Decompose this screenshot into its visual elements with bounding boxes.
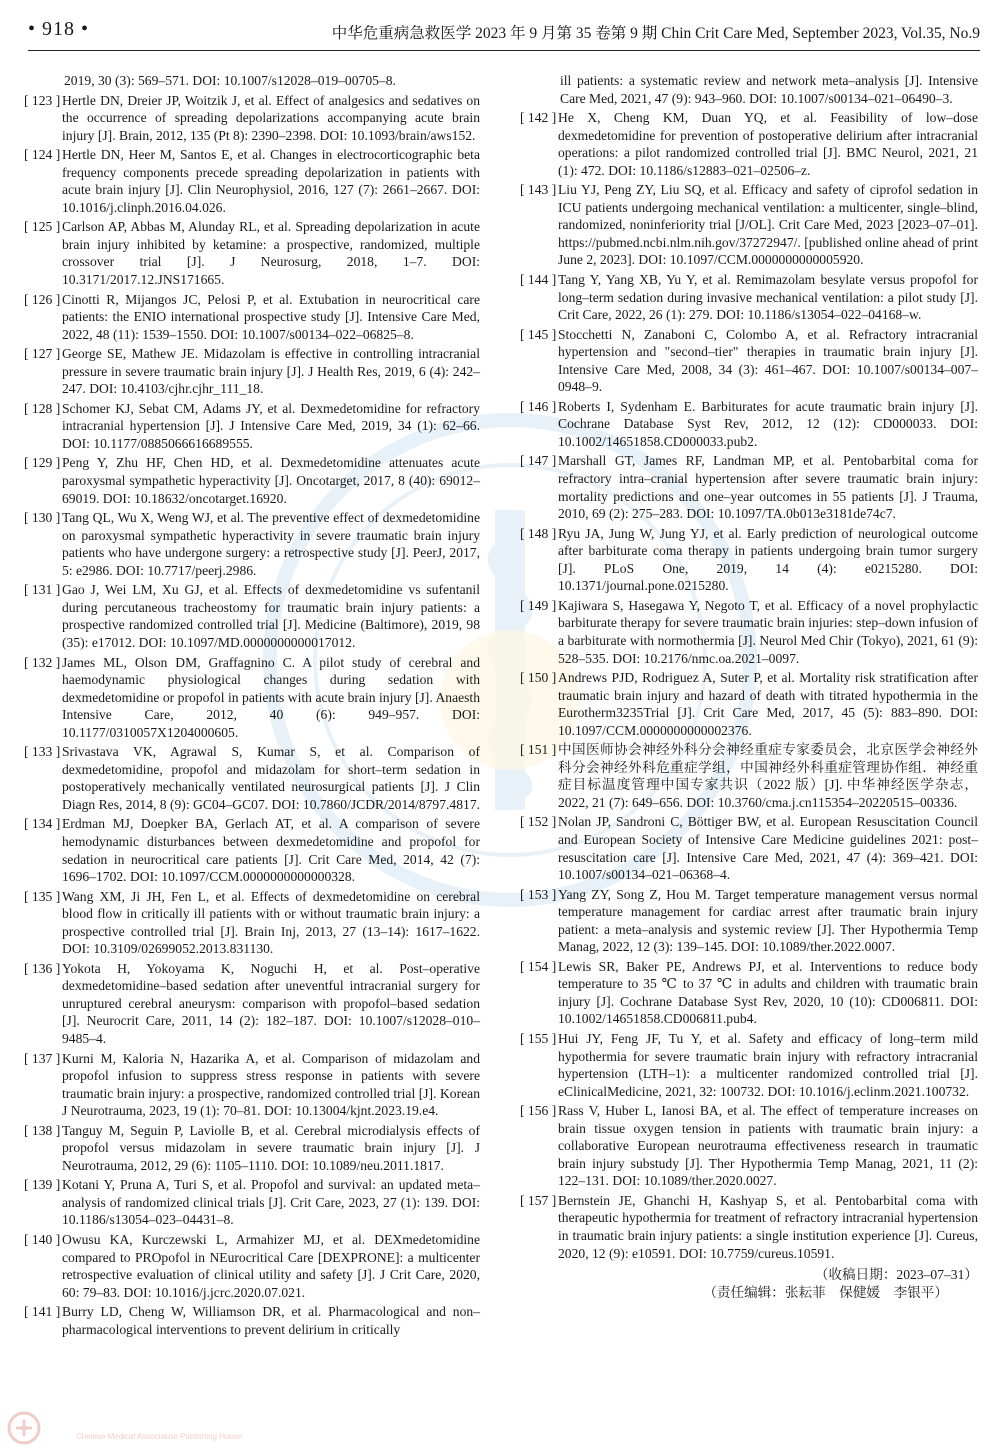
left-column bbox=[24, 72, 480, 1340]
reference-text: Rass V, Huber L, Ianosi BA, et al. The effect of temperature increases on brain tissue oxygen tension in patients with traumatic brain injury: a collaborative European neurotrauma effectiveness research in traumatic brain injury substudy [J]. Ther Hypothermia Temp Manag, 2021, 11 (2): 122–131. DOI: 10.1089/ther.2020.0027. bbox=[558, 1103, 978, 1189]
reference-item bbox=[24, 888, 480, 958]
reference-text: Bernstein JE, Ghanchi H, Kashyap S, et al. Pentobarbital coma with therapeutic hypothermia for treatment of refractory intracranial hypertension in traumatic brain injury patients: a single institution experience [J]. Cureus, 2020, 12 (9): e10591. DOI: 10.7759/cureus.10591. bbox=[558, 1192, 978, 1261]
reference-item bbox=[24, 454, 480, 507]
reference-text: Roberts I, Sydenham E. Barbiturates for acute traumatic brain injury [J]. Cochrane Database Syst Rev, 2012, 12 (12): CD000033. DOI: 10.1002/14651858.CD000033.pub2. bbox=[558, 398, 978, 449]
reference-text: Kajiwara S, Hasegawa Y, Negoto T, et al. Efficacy of a novel prophylactic barbiturate therapy for severe traumatic brain injuries: step–down infusion of a barbiturate with normothermia [J]. Neurol Med Chir (Tokyo), 2021, 61 (9): 528–535. DOI: 10.2176/nmc.oa.2021–0097. bbox=[558, 597, 978, 666]
reference-text: Owusu KA, Kurczewski L, Armahizer MJ, et al. DEXmedetomidine compared to PROpofol in NEurocritical Care [DEXPRONE]: a multicenter retrospective evaluation of clinical utility and safety [J]. J Crit Care, 2020, 60: 79–83. DOI: 10.1016/j.jcrc.2020.07.021. bbox=[62, 1232, 480, 1300]
reference-number: [ 125 ] bbox=[24, 219, 61, 235]
reference-item bbox=[520, 326, 978, 396]
reference-item bbox=[24, 815, 480, 885]
reference-text: Cinotti R, Mijangos JC, Pelosi P, et al. Extubation in neurocritical care patients: the ENIO international prospective study [J]. Intensive Care Med, 2022, 48 (11): 1539–1550. DOI: 10.1007/s00134–022–06825–8. bbox=[62, 291, 480, 342]
reference-text: ill patients: a systematic review and network meta–analysis [J]. Intensive Care Med, 2021, 47 (9): 943–960. DOI: 10.1007/s00134–021–06490–3. bbox=[560, 73, 978, 106]
reference-item bbox=[24, 1122, 480, 1175]
reference-text: Hertle DN, Dreier JP, Woitzik J, et al. Effect of analgesics and sedatives on the occurrence of spreading depolarizations accompanying acute brain injury [J]. Brain, 2012, 135 (Pt 8): 2390–2398. DOI: 10.1093/brain/aws152. bbox=[62, 92, 480, 143]
reference-number: [ 151 ] bbox=[520, 742, 557, 758]
reference-text: He X, Cheng KM, Duan YQ, et al. Feasibility of low–dose dexmedetomidine for prevention of postoperative delirium after intracranial operations: a pilot randomized controlled trial [J]. BMC Neurol, 2021, 21 (1): 472. DOI: 10.1186/s12883–021–02506–z. bbox=[558, 110, 978, 178]
reference-text: Kotani Y, Pruna A, Turi S, et al. Propofol and survival: an updated meta–analysis of randomized clinical trials [J]. Crit Care, 2023, 27 (1): 139. DOI: 10.1186/s13054–023–04431–8. bbox=[62, 1177, 480, 1228]
reference-item bbox=[24, 146, 480, 216]
reference-item bbox=[24, 960, 480, 1048]
reference-text: 中国医师协会神经外科分会神经重症专家委员会，北京医学会神经外科分会神经外科危重症学组，中国神经外科重症管理协作组．神经重症目标温度管理中国专家共识（2022 版）[J]. 中华神经医学杂志，2022, 21 (7): 649–656. DOI: 10.3760/cma.j.cn115354–20220515–00336. bbox=[558, 742, 978, 810]
reference-item bbox=[520, 741, 978, 811]
page-header bbox=[0, 0, 1000, 52]
reference-number: [ 129 ] bbox=[24, 455, 61, 471]
reference-number: [ 128 ] bbox=[24, 400, 61, 416]
reference-number: [ 133 ] bbox=[24, 744, 61, 760]
reference-text: Nolan JP, Sandroni C, Böttiger BW, et al. European Resuscitation Council and European Society of Intensive Care Medicine guidelines 2021: post–resuscitation care [J]. Intensive Care Med, 2021, 47 (4): 369–421. DOI: 10.1007/s00134–021–06368–4. bbox=[558, 814, 978, 883]
reference-text: James ML, Olson DM, Graffagnino C. A pilot study of cerebral and haemodynamic physiological changes during sedation with dexmedetomidine or propofol in patients with acute brain injury [J]. Anaesth Intensive Care, 2012, 40 (6): 949–957. DOI: 10.1177/0310057X1204000605. bbox=[62, 654, 480, 740]
reference-text: George SE, Mathew JE. Midazolam is effective in controlling intracranial pressure in severe traumatic brain injury [J]. J Health Res, 2019, 6 (4): 242–247. DOI: 10.4103/cjhr.cjhr_111_18. bbox=[62, 346, 480, 397]
reference-text: Yang ZY, Song Z, Hou M. Target temperature management versus normal temperature management for cardiac arrest after traumatic brain injury patient: a meta–analysis and systemic review [J]. Ther Hypothermia Temp Manag, 2022, 12 (3): 139–145. DOI: 10.1089/ther.2022.0007. bbox=[558, 886, 978, 955]
reference-number: [ 140 ] bbox=[24, 1232, 61, 1247]
reference-item bbox=[24, 1176, 480, 1229]
reference-item bbox=[520, 886, 978, 956]
received-date: （收稿日期：2023–07–31） bbox=[814, 1267, 978, 1283]
reference-item bbox=[520, 1030, 978, 1100]
reference-text: Andrews PJD, Rodriguez A, Suter P, et al. Mortality risk stratification after traumatic brain injury and hazard of death with titrated hypothermia in the Eurotherm3235Trial [J]. Crit Care Med, 2017, 45 (5): 883–890. DOI: 10.1097/CCM.0000000000002376. bbox=[558, 670, 978, 738]
reference-number: [ 150 ] bbox=[520, 670, 557, 686]
reference-item bbox=[24, 400, 480, 453]
reference-text: Ryu JA, Jung W, Jung YJ, et al. Early prediction of neurological outcome after barbiturate coma therapy in patients undergoing brain tumor surgery [J]. PLoS One, 2019, 14 (4): e0215280. DOI: 10.1371/journal.pone.0215280. bbox=[558, 525, 978, 594]
reference-text: Schomer KJ, Sebat CM, Adams JY, et al. Dexmedetomidine for refractory intracranial hypertension [J]. J Intensive Care Med, 2019, 34 (1): 62–66. DOI: 10.1177/0885066616689555. bbox=[62, 400, 480, 451]
reference-number: [ 157 ] bbox=[520, 1192, 557, 1208]
reference-number: [ 147 ] bbox=[520, 453, 557, 469]
reference-number: [ 155 ] bbox=[520, 1030, 557, 1046]
reference-item bbox=[520, 1192, 978, 1262]
reference-item bbox=[24, 345, 480, 398]
reference-number: [ 152 ] bbox=[520, 814, 557, 830]
reference-continuation bbox=[24, 72, 480, 90]
reference-text: Kurni M, Kaloria N, Hazarika A, et al. Comparison of midazolam and propofol infusion to suppress stress response in patients with severe traumatic brain injury: a prospective, randomized controlled trial [J]. Korean J Neurotrauma, 2023, 19 (1): 70–81. DOI: 10.13004/kjnt.2023.19.e4. bbox=[62, 1050, 480, 1119]
reference-continuation bbox=[520, 72, 978, 107]
reference-text: Hui JY, Feng JF, Tu Y, et al. Safety and efficacy of long–term mild hypothermia for severe traumatic brain injury with refractory intracranial hypertension (LTH–1): a multicenter randomized controlled trial [J]. eClinicalMedicine, 2021, 32: 100732. DOI: 10.1016/j.eclinm.2021.100732. bbox=[558, 1030, 978, 1099]
reference-number: [ 138 ] bbox=[24, 1122, 61, 1138]
reference-item bbox=[520, 958, 978, 1028]
reference-text: 2019, 30 (3): 569–571. DOI: 10.1007/s12028–019–00705–8. bbox=[64, 73, 396, 88]
reference-item bbox=[520, 525, 978, 595]
reference-number: [ 136 ] bbox=[24, 960, 61, 976]
reference-text: Lewis SR, Baker PE, Andrews PJ, et al. Interventions to reduce body temperature to 35 ℃ to 37 ℃ in adults and children with traumatic brain injury [J]. Cochrane Database Syst Rev, 2020, 10 (10): CD006811. DOI: 10.1002/14651858.CD006811.pub4. bbox=[558, 958, 978, 1027]
reference-item bbox=[24, 92, 480, 145]
reference-text: Wang XM, Ji JH, Fen L, et al. Effects of dexmedetomidine on cerebral blood flow in critically ill patients with or without traumatic brain injury: a prospective controlled trial [J]. Brain Inj, 2013, 27 (13–14): 1617–1622. DOI: 10.3109/02699052.2013.831130. bbox=[62, 888, 480, 957]
reference-text: Peng Y, Zhu HF, Chen HD, et al. Dexmedetomidine attenuates acute paroxysmal sympathetic hyperactivity [J]. Oncotarget, 2017, 8 (40): 69012–69019. DOI: 10.18632/oncotarget.16920. bbox=[62, 455, 480, 506]
reference-text: Hertle DN, Heer M, Santos E, et al. Changes in electrocorticographic beta frequency components precede spreading depolarization in patients with acute brain injury [J]. Clin Neurophysiol, 2016, 127 (7): 2661–2667. DOI: 10.1016/j.clinph.2016.04.026. bbox=[62, 147, 480, 215]
reference-item bbox=[520, 398, 978, 451]
publisher-logo-icon bbox=[6, 1410, 66, 1446]
reference-item bbox=[24, 1303, 480, 1338]
reference-text: Marshall GT, James RF, Landman MP, et al. Pentobarbital coma for refractory intra–cranial hypertension after severe traumatic brain injury: mortality predictions and one–year outcomes in 55 patients [J]. J Trauma, 2010, 69 (2): 275–283. DOI: 10.1097/TA.0b013e3181de74c7. bbox=[558, 453, 978, 522]
reference-number: [ 123 ] bbox=[24, 92, 61, 108]
reference-text: Carlson AP, Abbas M, Alunday RL, et al. Spreading depolarization in acute brain injury inhibited by ketamine: a prospective, randomized, multiple crossover trial [J]. J Neurosurg, 2018, 1–7. DOI: 10.3171/2017.12.JNS171665. bbox=[62, 219, 480, 288]
reference-item bbox=[520, 109, 978, 179]
reference-item bbox=[520, 669, 978, 739]
reference-text: Liu YJ, Peng ZY, Liu SQ, et al. Efficacy and safety of ciprofol sedation in ICU patients undergoing mechanical ventilation: a multicenter, single–blind, randomized, noninferiority trial [J/OL]. Crit Care Med, 2023 [2023–07–01]. https://pubmed.ncbi.nlm.nih.gov/37272947/. [published online ahead of print June 2, 2023]. DOI: 10.1097/CCM.0000000000005920. bbox=[558, 182, 978, 268]
reference-text: Yokota H, Yokoyama K, Noguchi H, et al. Post–operative dexmedetomidine–based sedation after uneventful intracranial surgery for unruptured cerebral aneurysm: comparison with propofol–based sedation [J]. Neurocrit Care, 2011, 14 (2): 182–187. DOI: 10.1007/s12028–010–9485–4. bbox=[62, 960, 480, 1046]
reference-number: [ 124 ] bbox=[24, 147, 61, 163]
reference-text: Gao J, Wei LM, Xu GJ, et al. Effects of dexmedetomidine vs sufentanil during percutaneous tracheostomy for traumatic brain injury patients: a prospective randomized controlled trial [J]. Medicine (Baltimore), 2019, 98 (35): e17012. DOI: 10.1097/MD.0000000000017012. bbox=[62, 582, 480, 650]
reference-number: [ 135 ] bbox=[24, 888, 61, 904]
right-column bbox=[520, 72, 978, 1301]
reference-item bbox=[24, 218, 480, 288]
reference-text: Burry LD, Cheng W, Williamson DR, et al. Pharmacological and non–pharmacological interventions to prevent delirium in critically bbox=[62, 1304, 480, 1337]
reference-item bbox=[24, 1050, 480, 1120]
reference-text: Tang QL, Wu X, Weng WJ, et al. The preventive effect of dexmedetomidine on paroxysmal sympathetic hyperactivity in severe traumatic brain injury patients who have undergone surgery: a retrospective study [J]. PeerJ, 2017, 5: e2986. DOI: 10.7717/peerj.2986. bbox=[62, 510, 480, 578]
reference-number: [ 145 ] bbox=[520, 326, 557, 342]
reference-number: [ 132 ] bbox=[24, 654, 61, 670]
reference-text: Srivastava VK, Agrawal S, Kumar S, et al. Comparison of dexmedetomidine, propofol and midazolam for short–term sedation in postoperatively mechanically ventilated neurosurgical patients [J]. J Clin Diagn Res, 2014, 8 (9): GC04–GC07. DOI: 10.7860/JCDR/2014/8797.4817. bbox=[62, 744, 481, 812]
reference-number: [ 137 ] bbox=[24, 1050, 61, 1066]
reference-number: [ 146 ] bbox=[520, 398, 557, 414]
reference-number: [ 139 ] bbox=[24, 1177, 61, 1193]
reference-number: [ 144 ] bbox=[520, 272, 557, 288]
publisher-watermark bbox=[6, 1410, 426, 1446]
reference-number: [ 131 ] bbox=[24, 582, 61, 598]
reference-list-right bbox=[520, 109, 978, 1262]
page-number: • 918 • bbox=[28, 18, 90, 40]
reference-item bbox=[24, 581, 480, 651]
reference-item bbox=[24, 291, 480, 344]
reference-number: [ 141 ] bbox=[24, 1304, 61, 1320]
reference-item bbox=[520, 271, 978, 324]
reference-number: [ 148 ] bbox=[520, 525, 557, 541]
reference-number: [ 127 ] bbox=[24, 346, 61, 362]
reference-item bbox=[24, 1231, 480, 1301]
reference-text: Stocchetti N, Zanaboni C, Colombo A, et al. Refractory intracranial hypertension and "second–tier" therapies in traumatic brain injury [J]. Intensive Care Med, 2008, 34 (3): 461–467. DOI: 10.1007/s00134–007–0948–9. bbox=[558, 326, 978, 395]
reference-number: [ 153 ] bbox=[520, 886, 557, 902]
reference-item bbox=[520, 181, 978, 269]
reference-number: [ 126 ] bbox=[24, 291, 61, 307]
reference-item bbox=[24, 654, 480, 742]
reference-list-left bbox=[24, 92, 480, 1339]
reference-item bbox=[520, 452, 978, 522]
reference-number: [ 156 ] bbox=[520, 1103, 557, 1119]
reference-number: [ 130 ] bbox=[24, 510, 61, 526]
reference-text: Tang Y, Yang XB, Yu Y, et al. Remimazolam besylate versus propofol for long–term sedation during invasive mechanical ventilation: a pilot study [J]. Crit Care, 2022, 26 (1): 279. DOI: 10.1186/s13054–022–04168–w. bbox=[558, 272, 978, 323]
reference-item bbox=[24, 743, 480, 813]
reference-item bbox=[520, 813, 978, 883]
header-rule bbox=[28, 50, 980, 51]
reference-item bbox=[520, 597, 978, 667]
reference-text: Tanguy M, Seguin P, Laviolle B, et al. Cerebral microdialysis effects of propofol versus midazolam in severe traumatic brain injury [J]. J Neurotrauma, 2012, 29 (6): 1105–1110. DOI: 10.1089/neu.2011.1817. bbox=[62, 1122, 480, 1173]
reference-item bbox=[520, 1102, 978, 1190]
reference-number: [ 134 ] bbox=[24, 816, 61, 832]
reference-item bbox=[24, 509, 480, 579]
reference-number: [ 142 ] bbox=[520, 110, 557, 126]
publisher-name: Chinese Medical Association Publishing House bbox=[76, 1432, 243, 1441]
reference-number: [ 154 ] bbox=[520, 958, 557, 974]
reference-number: [ 143 ] bbox=[520, 182, 557, 198]
responsible-editors: （责任编辑：张耘菲 保健媛 李银平） bbox=[703, 1284, 948, 1300]
reference-text: Erdman MJ, Doepker BA, Gerlach AT, et al. A comparison of severe hemodynamic disturbances between dexmedetomidine and propofol for sedation in neurocritical care patients [J]. Crit Care Med, 2014, 42 (7): 1696–1702. DOI: 10.1097/CCM.0000000000000328. bbox=[62, 816, 480, 885]
journal-citation-line: 中华危重病急救医学 2023 年 9 月第 35 卷第 9 期 Chin Crit Care Med, September 2023, Vol.35, No.9 bbox=[331, 25, 980, 42]
reference-number: [ 149 ] bbox=[520, 597, 557, 613]
